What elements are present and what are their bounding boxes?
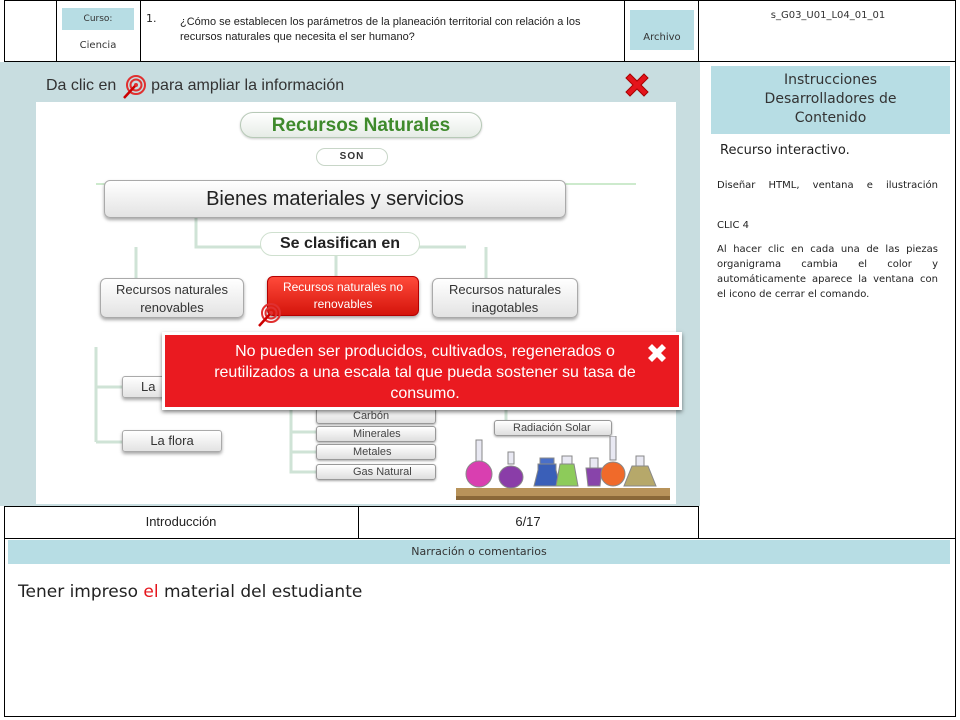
item-gas-natural[interactable]: Gas Natural [316,464,436,480]
header-divider-3 [624,0,625,62]
sidebar-subtitle: Recurso interactivo. [720,143,850,158]
item-metales[interactable]: Metales [316,444,436,460]
son-label [316,148,388,166]
item-minerales[interactable]: Minerales [316,426,436,442]
question-number: 1. [146,12,157,25]
instruction-before: Da clic en [46,77,117,95]
header-divider-2 [140,0,141,62]
narration-box [4,538,956,717]
item-carbon[interactable]: Carbón [316,408,436,424]
sidebar-line-3: Al hacer clic en cada una de las piezas organigrama cambia el color y automáticamente aparece la ventana con el icono de cerrar el comando. [717,244,938,300]
header-divider-4 [698,0,699,62]
info-popup-text: No pueden ser producidos, cultivados, regenerados o reutilizados a una escala tal que pueda sostener su tasa de consumo. [214,343,636,402]
sidebar-header: Instrucciones Desarrolladores de Contenido [711,66,950,134]
section-name: Introducción [145,514,217,529]
close-main-icon[interactable] [620,68,654,102]
target-icon-node [256,302,282,328]
item-radiacion-solar[interactable]: Radiación Solar [494,420,612,436]
category-no-renovables-text: Recursos naturales no renovables [282,280,404,311]
page-indicator: 6/17 [515,514,541,529]
item-left-2[interactable] [122,430,222,452]
clasifican-text: Se clasifican en [279,235,401,252]
footer-row-line [4,506,698,507]
son-text: SON [339,151,365,162]
concept-title [240,112,482,138]
narration-header: Narración o comentarios [8,540,950,564]
instruction-text [46,74,344,98]
curso-label: Curso: [62,8,134,30]
question-text: ¿Cómo se establecen los parámetros de la planeación territorial con relación a los recursos naturales que necesita el ser humano? [180,16,581,43]
popup-close-icon[interactable] [645,341,669,365]
instruction-after: para ampliar la información [151,77,345,95]
narration-text-before: Tener impreso [18,582,144,602]
curso-value: Ciencia [79,40,117,51]
header-divider-1 [56,0,57,62]
info-popup [162,332,682,410]
right-border [955,62,956,538]
concept-title-text: Recursos Naturales [271,115,451,136]
sidebar-line-2: CLIC 4 [717,220,750,231]
item-left-1-text: La [141,379,156,394]
sidebar-line-1: Diseñar HTML, ventana e ilustración [717,180,938,191]
target-icon [121,74,147,98]
category-inagotables-text: Recursos naturales inagotables [449,282,561,315]
bienes-node[interactable] [104,180,566,218]
category-no-renovables[interactable] [267,276,419,316]
narration-text-after: material del estudiante [158,582,363,602]
item-left-2-text: La flora [150,433,194,448]
resource-code: s_G03_U01_L04_01_01 [770,10,886,21]
sidebar-line-1b [717,193,718,194]
bienes-text: Bienes materiales y servicios [206,188,464,210]
narration-text-highlight: el [143,582,159,602]
lab-flasks-illustration [452,436,674,502]
category-inagotables[interactable] [432,278,578,318]
category-renovables[interactable] [100,278,244,318]
clasifican-label [260,232,420,256]
narration-text [18,582,918,602]
category-renovables-text: Recursos naturales renovables [116,282,228,315]
archivo-label: Archivo [630,10,694,50]
